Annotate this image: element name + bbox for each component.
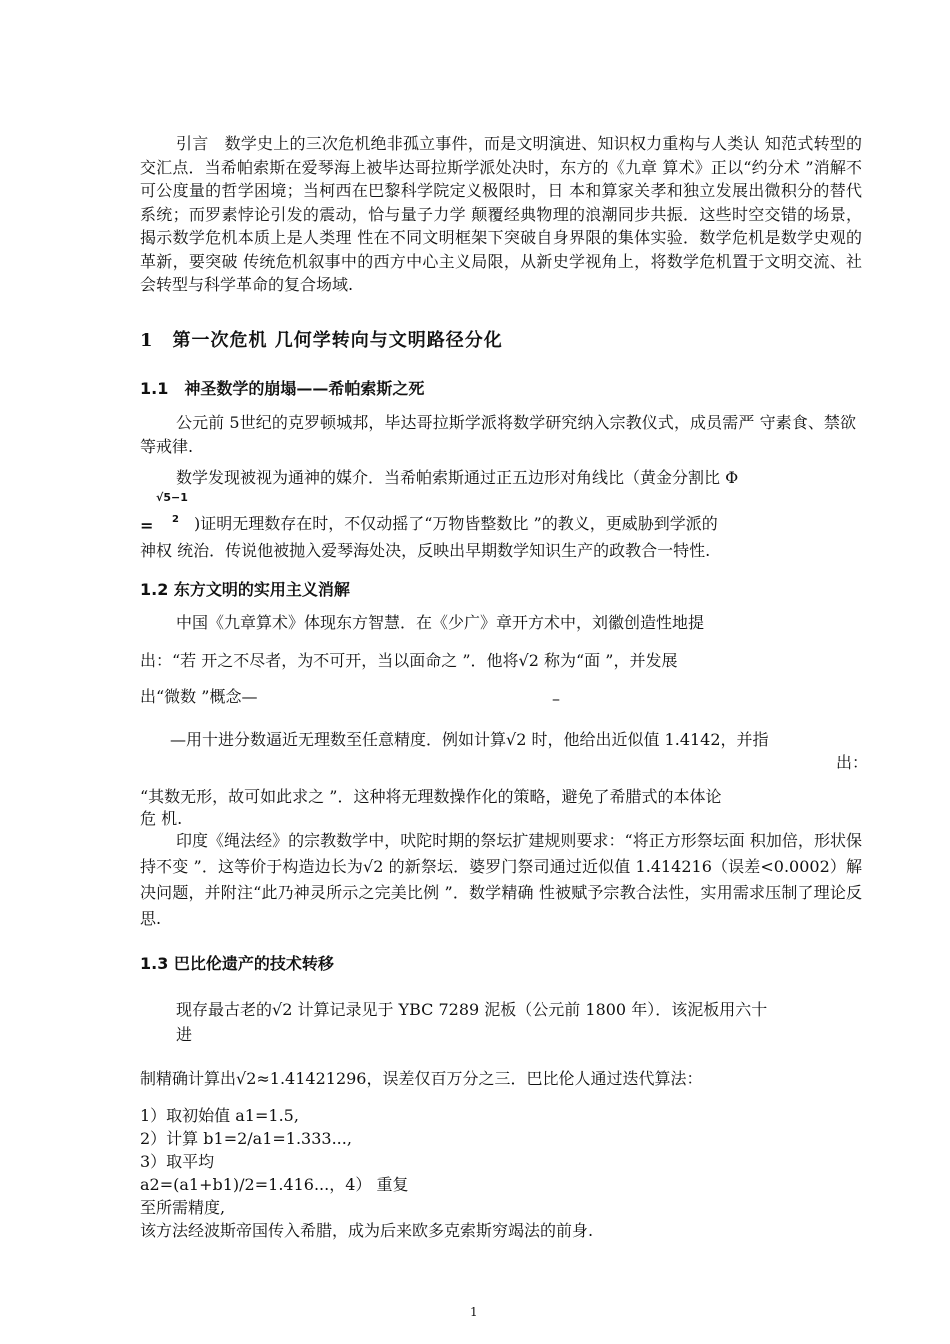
iteration-steps: [140, 1104, 593, 1242]
golden-ratio-numerator: √5−1: [156, 491, 188, 504]
s1-1-paragraph-1: 公元前 5世纪的克罗顿城邦，毕达哥拉斯学派将数学研究纳入宗教仪式，成员需严 守素食、禁欲等戒律.: [140, 413, 856, 456]
intro-paragraph: 引言 数学史上的三次危机绝非孤立事件，而是文明演进、知识权力重构与人类认 知范式转型的交汇点．当希帕索斯在爱琴海上被毕达哥拉斯学派处决时，东方的《九章 算术》正以“约分术 ”消解不可公度量的哲学困境；当柯西在巴黎科学院定义极限时，日 本和算家关孝和独立发展出微积分的替代系统；而罗素悖论引发的震动，恰与量子力学 颠覆经典物理的浪潮同步共振．这些时空交错的场景，揭示数学危机本质上是人类理 性在不同文明框架下突破自身界限的集体实验．数学危机是数学史观的革新，要突破 传统危机叙事中的西方中心主义局限，从新史学视角上，将数学危机置于文明交流、社 会转型与科学革命的复合场域.: [140, 134, 862, 294]
s1-2-line-4: —用十进分数逼近无理数至任意精度．例如计算√2 时，他给出近似值 1.4142，并指: [170, 730, 769, 749]
golden-ratio-denominator: 2: [172, 514, 179, 525]
s1-3-line-2: 制精确计算出√2≈1.41421296，误差仅百万分之三．巴比伦人通过迭代算法：: [140, 1069, 703, 1088]
subsection-1-1-heading: 1.1 神圣数学的崩塌——希帕索斯之死: [140, 379, 425, 398]
section-1-heading: 1 第一次危机 几何学转向与文明路径分化: [140, 330, 503, 351]
s1-2-line-6: 危 机.: [140, 809, 183, 828]
subsection-1-2-heading: 1.2 东方文明的实用主义消解: [140, 580, 350, 599]
step-line: 至所需精度,: [140, 1198, 226, 1217]
step-line: a2=(a1+b1)/2=1.416...，4） 重复: [140, 1175, 409, 1194]
s1-2-line-2: 出：“若 开之不尽者，为不可开，当以面命之 ”．他将√2 称为“面 ”，并发展: [140, 651, 678, 670]
step-line: 2）计算 b1=2/a1=1.333...,: [140, 1129, 352, 1148]
s1-2-line-3: 出“微数 ”概念—: [140, 687, 258, 706]
equals-sign: =: [140, 516, 154, 535]
s1-3-line-1: 现存最古老的√2 计算记录见于 YBC 7289 泥板（公元前 1800 年）．该泥板用六十: [176, 1000, 768, 1019]
page-number: 1: [470, 1305, 478, 1319]
s1-2-line-1: 中国《九章算术》体现东方智慧．在《少广》章开方术中，刘徽创造性地提: [176, 613, 705, 632]
s1-2-dash: –: [552, 689, 560, 708]
s1-1-p2-line-1: 数学发现被视为通神的媒介．当希帕索斯通过正五边形对角线比（黄金分割比 Φ: [176, 468, 739, 487]
s1-2-line-4b: 出：: [836, 753, 869, 772]
s1-1-p2-line-2: )证明无理数存在时，不仅动摇了“万物皆整数比 ”的教义，更威胁到学派的: [194, 514, 718, 533]
s1-2-line-5: “其数无形，故可如此求之 ”．这种将无理数操作化的策略，避免了希腊式的本体论: [140, 787, 722, 806]
step-line: 该方法经波斯帝国传入希腊，成为后来欧多克索斯穷竭法的前身.: [140, 1221, 594, 1240]
step-line: 1）取初始值 a1=1.5,: [140, 1106, 299, 1125]
step-line: 3）取平均: [140, 1152, 215, 1171]
s1-1-p2-line-3: 神权 统治．传说他被抛入爱琴海处决，反映出早期数学知识生产的政教合一特性.: [140, 541, 711, 560]
subsection-1-3-heading: 1.3 巴比伦遗产的技术转移: [140, 954, 334, 973]
s1-3-line-1b: 进: [176, 1025, 193, 1044]
s1-2-paragraph-2: 印度《绳法经》的宗教数学中，吠陀时期的祭坛扩建规则要求：“将正方形祭坛面 积加倍，形状保持不变 ”．这等价于构造边长为√2 的新祭坛．婆罗门祭司通过近似值 1.414216（误差<0.0002）解决问题，并附注“此乃神灵所示之完美比例 ”．数学精确 性被赋予宗教合法性，实用需求压制了理论反思.: [140, 831, 862, 928]
